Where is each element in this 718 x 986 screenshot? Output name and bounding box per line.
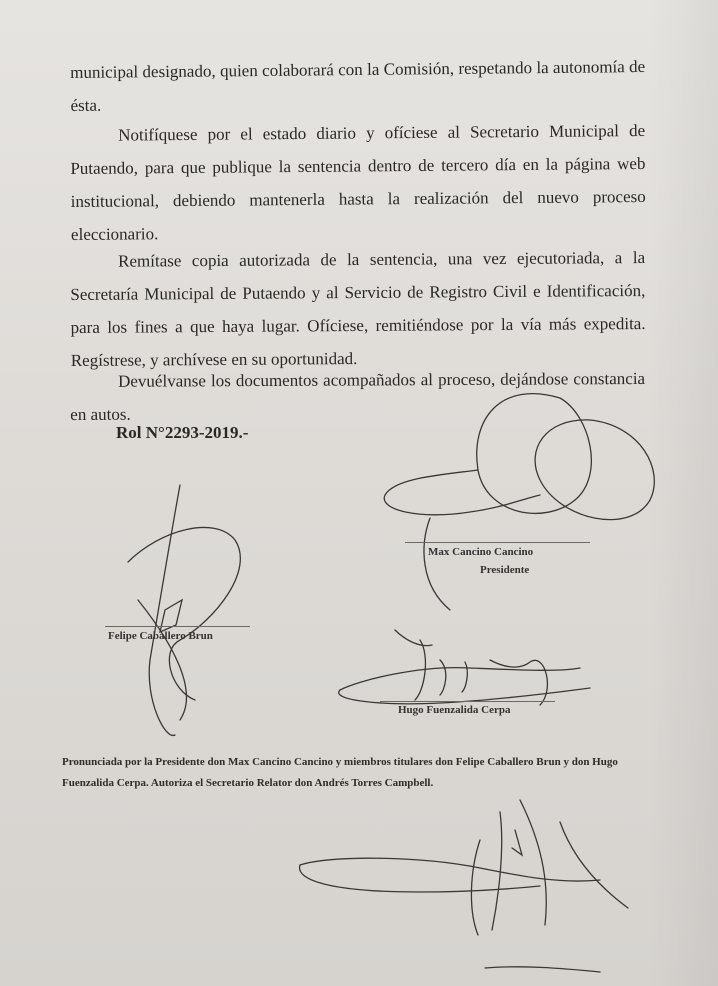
paragraph-devuelvanse: Devuélvanse los documentos acompañados al proceso, dejándose constancia en autos. (70, 368, 646, 424)
signature-member2-scribble (339, 630, 590, 705)
paragraph-notifiquese: Notifíquese por el estado diario y ofíciese al Secretario Municipal de Putaendo, para que publique la sentencia dentro de tercero día en la página web institucional, debiendo mantenerla hasta la realización del nuevo proceso eleccionario. (70, 120, 646, 244)
member1-name: Felipe Caballero Brun (108, 630, 213, 642)
paragraph-remitase: Remítase copia autorizada de la sentencia, una vez ejecutoriada, a la Secretaría Municipal de Putaendo y al Servicio de Registro Civil e Identificación, para los fines a que haya lugar. Ofíciese, remitiéndose por la vía más expedita. Regístrese, y archívese en su oportunidad. (70, 247, 646, 370)
signature-line-member1 (105, 626, 250, 627)
president-title: Presidente (480, 564, 530, 576)
signature-president-scribble (384, 394, 654, 610)
member2-name: Hugo Fuenzalida Cerpa (398, 704, 511, 716)
president-name: Max Cancino Cancino (428, 546, 534, 558)
signature-secretary-scribble (300, 800, 628, 972)
signature-line-president (405, 542, 590, 543)
signature-member1-scribble (128, 485, 240, 735)
paragraph-autonomia: municipal designado, quien colaborará con la Comisión, respetando la autonomía de ésta. (70, 56, 646, 115)
pronouncement-footer: Pronunciada por la Presidente don Max Cancino Cancino y miembros titulares don Felipe Caballero Brun y don Hugo Fuenzalida Cerpa. Autoriza el Secretario Relator don Andrés Torres Campbell. (62, 756, 618, 789)
case-number: Rol N°2293-2019.- (116, 423, 249, 442)
signature-line-member2 (380, 701, 555, 702)
